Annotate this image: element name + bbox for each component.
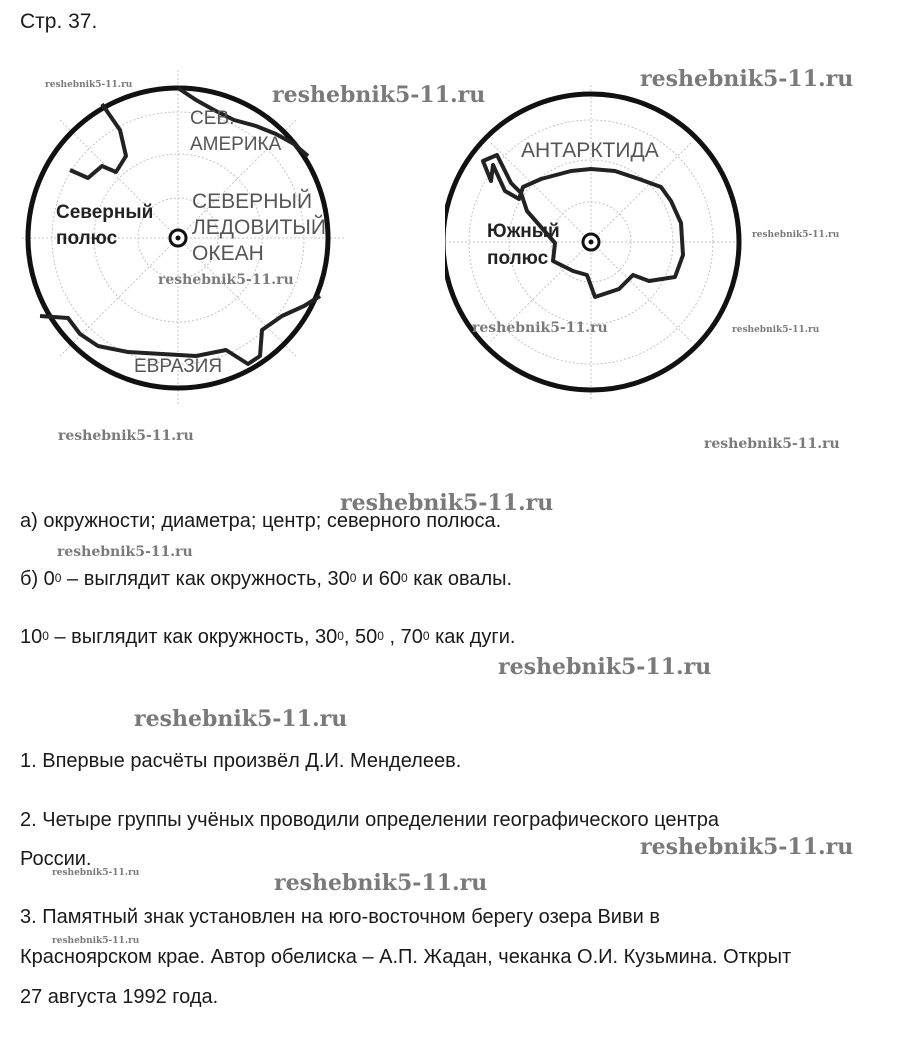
item-2-line-1: 2. Четыре группы учёных проводили определении географического центра: [20, 809, 719, 831]
answer-b: б) $0^0$ – выглядит как окружность, $30^0$ и $60^0$ как овалы.: [20, 568, 513, 590]
item-3-line-2: Красноярском крае. Автор обелиска – А.П. Жадан, чеканка О.И. Кузьмина. Открыт: [20, 946, 792, 968]
watermark: reshebnik5-11.ru: [57, 544, 193, 560]
watermark: reshebnik5-11.ru: [640, 66, 854, 92]
watermark: reshebnik5-11.ru: [472, 320, 608, 336]
watermark: reshebnik5-11.ru: [752, 230, 840, 240]
item-3-line-3: 27 августа 1992 года.: [20, 986, 219, 1008]
antarctica-label: АНТАРКТИДА: [521, 139, 659, 162]
watermark: reshebnik5-11.ru: [732, 325, 820, 335]
answer-c: $10^0$ – выглядит как окружность, $30^0$, $50^0$ , $70^0$ как дуги.: [20, 626, 516, 648]
north-pole-map: [20, 60, 350, 420]
north-pole-label-1: Северный: [56, 202, 154, 223]
item-1: 1. Впервые расчёты произвёл Д.И. Менделеев.: [20, 750, 462, 772]
watermark: reshebnik5-11.ru: [274, 870, 488, 896]
south-pole-map: [445, 75, 745, 415]
watermark: reshebnik5-11.ru: [58, 428, 194, 444]
watermark: reshebnik5-11.ru: [704, 436, 840, 452]
watermark: reshebnik5-11.ru: [45, 80, 133, 90]
north-america-label-2: АМЕРИКА: [190, 134, 282, 155]
answer-a: а) окружности; диаметра; центр; северного полюса.: [20, 510, 502, 532]
watermark: reshebnik5-11.ru: [134, 706, 348, 732]
watermark: reshebnik5-11.ru: [52, 868, 140, 878]
page-title: Стр. 37.: [20, 10, 98, 33]
watermark: reshebnik5-11.ru: [640, 834, 854, 860]
watermark: reshebnik5-11.ru: [272, 82, 486, 108]
watermark: reshebnik5-11.ru: [158, 272, 294, 288]
watermark: reshebnik5-11.ru: [52, 936, 140, 946]
south-pole-label-1: Южный: [487, 221, 560, 242]
watermark: reshebnik5-11.ru: [498, 654, 712, 680]
arctic-ocean-label-1: СЕВЕРНЫЙ: [192, 190, 313, 213]
item-2-line-2: России.: [20, 848, 92, 870]
south-pole-label-2: полюс: [487, 248, 549, 269]
north-pole-label-2: полюс: [56, 228, 118, 249]
item-3-line-1: 3. Памятный знак установлен на юго-восточном берегу озера Виви в: [20, 906, 660, 928]
arctic-ocean-label-3: ОКЕАН: [192, 242, 264, 265]
arctic-ocean-label-2: ЛЕДОВИТЫЙ: [192, 216, 326, 239]
north-america-label-1: СЕВ.: [190, 108, 235, 129]
eurasia-label: ЕВРАЗИЯ: [134, 356, 223, 377]
watermark: reshebnik5-11.ru: [340, 490, 554, 516]
